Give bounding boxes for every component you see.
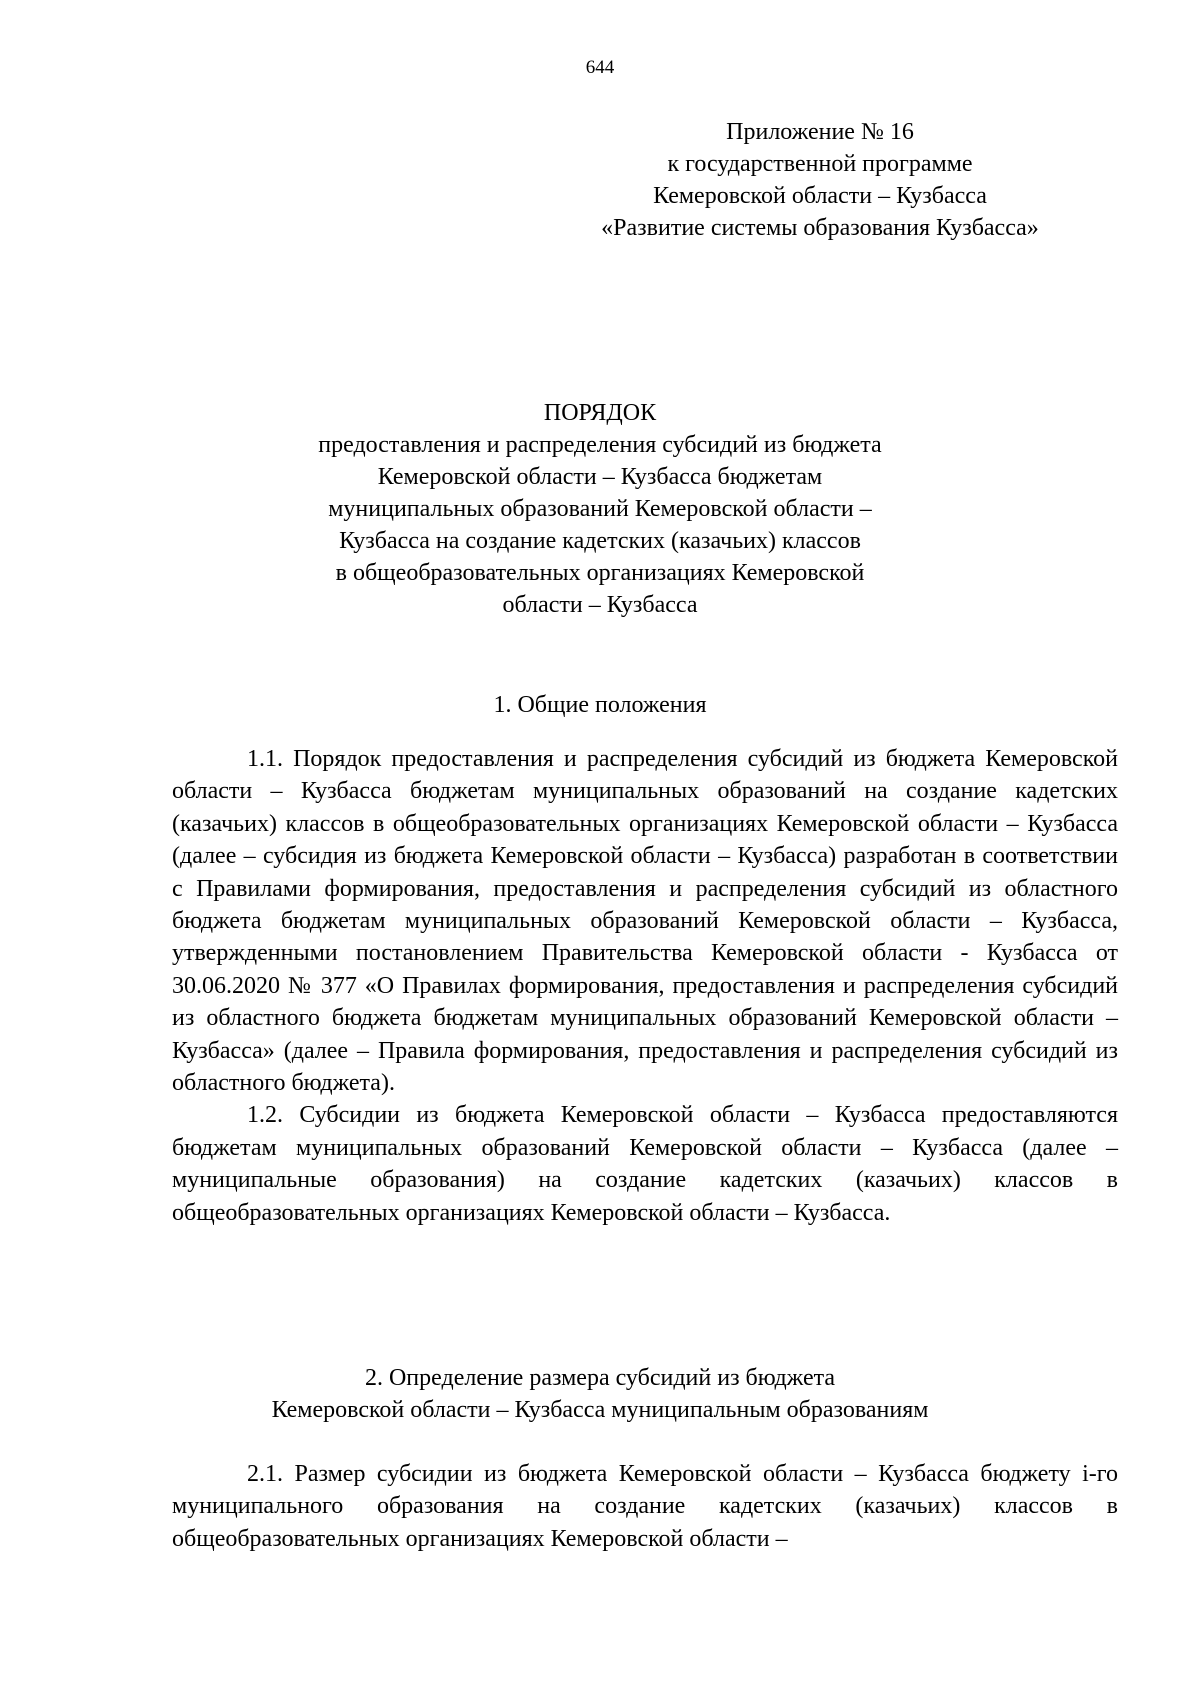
title-line: Кузбасса на создание кадетских (казачьих) классов bbox=[339, 528, 861, 554]
title-line: муниципальных образований Кемеровской области – bbox=[328, 496, 872, 522]
section-heading-line: Кемеровской области – Кузбасса муниципальным образованиям bbox=[271, 1397, 929, 1423]
section-heading bbox=[170, 1362, 1030, 1426]
paragraph: 1.2. Субсидии из бюджета Кемеровской области – Кузбасса предоставляются бюджетам муниципальных образований Кемеровской области – Кузбасса (далее – муниципальные образования) на создание кадетских (казачьих) классов в общеобразовательных организациях Кемеровской области – Кузбасса. bbox=[172, 1102, 1118, 1226]
paragraph: 1.1. Порядок предоставления и распределения субсидий из бюджета Кемеровской области – Кузбасса бюджетам муниципальных образований на создание кадетских (казачьих) классов в общеобразовательных организациях Кемеровской области – Кузбасса (далее – субсидия из бюджета Кемеровской области – Кузбасса) разработан в соответствии с Правилами формирования, предоставления и распределения субсидий из областного бюджета бюджетам муниципальных образований Кемеровской области – Кузбасса, утвержденными постановлением Правительства Кемеровской области - Кузбасса от 30.06.2020 № 377 «О Правилах формирования, предоставления и распределения субсидий из областного бюджета бюджетам муниципальных образований Кемеровской области – Кузбасса» (далее – Правила формирования, предоставления и распределения субсидий из областного бюджета). bbox=[172, 746, 1118, 1097]
appendix-line: Кемеровской области – Кузбасса bbox=[653, 183, 987, 209]
title-line: области – Кузбасса bbox=[502, 592, 698, 618]
paragraph: 2.1. Размер субсидии из бюджета Кемеровской области – Кузбасса бюджету i-го муниципального образования на создание кадетских (казачьих) классов в общеобразовательных организациях Кемеровской области – bbox=[172, 1461, 1118, 1552]
title-line: в общеобразовательных организациях Кемеровской bbox=[335, 560, 865, 586]
appendix-header bbox=[560, 116, 1080, 244]
title-heading: ПОРЯДОК bbox=[543, 400, 657, 426]
appendix-line: Приложение № 16 bbox=[726, 119, 914, 145]
section-heading bbox=[170, 689, 1030, 721]
document-title bbox=[250, 397, 950, 621]
section-heading-line: 1. Общие положения bbox=[493, 692, 707, 718]
page-number: 644 bbox=[585, 57, 615, 78]
section-heading-line: 2. Определение размера субсидий из бюджета bbox=[364, 1365, 836, 1391]
section-body bbox=[172, 743, 1118, 1229]
section-body bbox=[172, 1458, 1118, 1555]
appendix-line: «Развитие системы образования Кузбасса» bbox=[601, 215, 1039, 241]
title-line: предоставления и распределения субсидий из бюджета bbox=[318, 432, 882, 458]
appendix-line: к государственной программе bbox=[667, 151, 973, 177]
title-line: Кемеровской области – Кузбасса бюджетам bbox=[377, 464, 823, 490]
